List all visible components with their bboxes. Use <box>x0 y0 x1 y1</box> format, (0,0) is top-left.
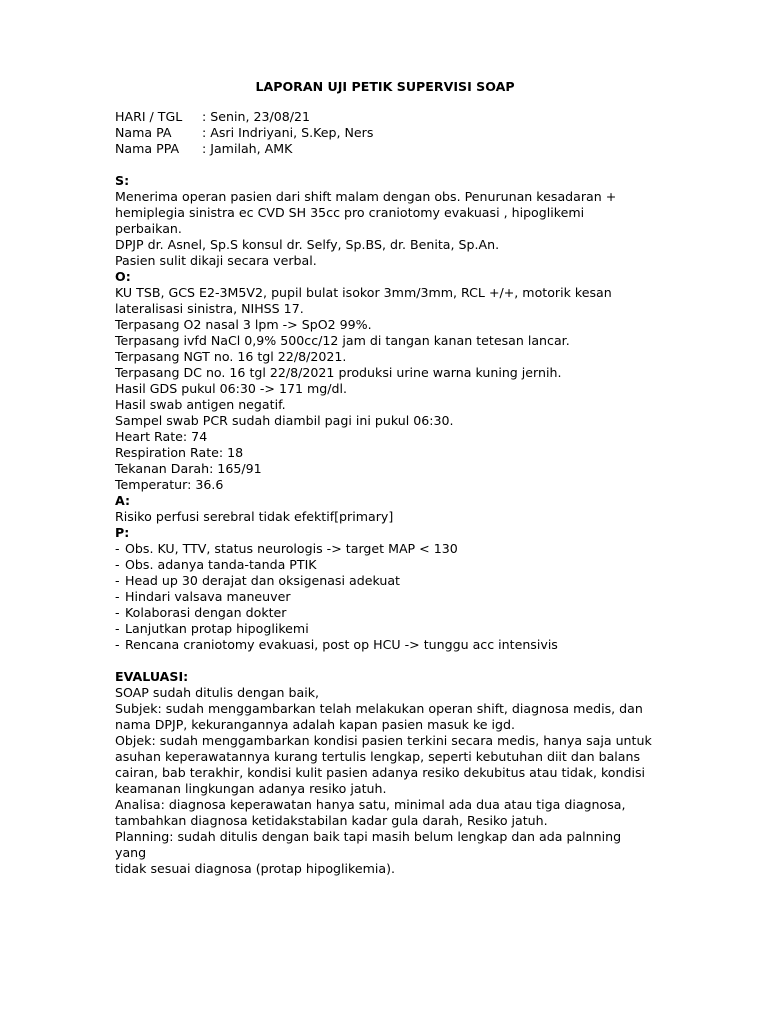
text-line: Tekanan Darah: 165/91 <box>115 461 262 476</box>
plan-item <box>115 605 655 621</box>
text-line: Subjek: sudah menggambarkan telah melakukan operan shift, diagnosa medis, dan <box>115 701 643 716</box>
plan-item <box>115 541 655 557</box>
dash-bullet: - <box>115 573 120 588</box>
meta-label: Nama PPA <box>115 141 180 156</box>
evaluation-section <box>115 669 655 877</box>
section-heading-a: A: <box>115 493 131 508</box>
text-line: keamanan lingkungan adanya resiko jatuh. <box>115 781 387 796</box>
dash-bullet: - <box>115 589 120 604</box>
text-line: KU TSB, GCS E2-3M5V2, pupil bulat isokor 3mm/3mm, RCL +/+, motorik kesan <box>115 285 612 300</box>
plan-item-text: Obs. KU, TTV, status neurologis -> target MAP < 130 <box>125 541 458 556</box>
section-heading-evaluasi: EVALUASI: <box>115 669 189 684</box>
meta-row-ppa <box>115 141 655 157</box>
meta-label: HARI / TGL <box>115 109 183 124</box>
dash-bullet: - <box>115 541 120 556</box>
text-line: DPJP dr. Asnel, Sp.S konsul dr. Selfy, Sp.BS, dr. Benita, Sp.An. <box>115 237 500 252</box>
spacer <box>115 653 655 669</box>
dash-bullet: - <box>115 557 120 572</box>
plan-item-text: Kolaborasi dengan dokter <box>125 605 287 620</box>
meta-block <box>115 109 655 157</box>
text-line: Terpasang NGT no. 16 tgl 22/8/2021. <box>115 349 347 364</box>
section-heading-s: S: <box>115 173 130 188</box>
meta-row-pa <box>115 125 655 141</box>
assessment-section <box>115 493 655 525</box>
section-heading-p: P: <box>115 525 130 540</box>
text-line: hemiplegia sinistra ec CVD SH 35cc pro craniotomy evakuasi , hipoglikemi perbaikan. <box>115 205 589 236</box>
dash-bullet: - <box>115 637 120 652</box>
text-line: lateralisasi sinistra, NIHSS 17. <box>115 301 304 316</box>
text-line: Temperatur: 36.6 <box>115 477 224 492</box>
text-line: Hasil swab antigen negatif. <box>115 397 286 412</box>
meta-label: Nama PA <box>115 125 172 140</box>
text-line: nama DPJP, kekurangannya adalah kapan pasien masuk ke igd. <box>115 717 516 732</box>
text-line: Respiration Rate: 18 <box>115 445 244 460</box>
spacer <box>115 157 655 173</box>
plan-item-text: Hindari valsava maneuver <box>125 589 291 604</box>
objective-section <box>115 269 655 493</box>
text-line: asuhan keperawatannya kurang tertulis lengkap, seperti kebutuhan diit dan balans <box>115 749 641 764</box>
text-line: Objek: sudah menggambarkan kondisi pasien terkini secara medis, hanya saja untuk <box>115 733 652 748</box>
plan-item-text: Head up 30 derajat dan oksigenasi adekuat <box>125 573 400 588</box>
plan-item <box>115 637 655 653</box>
text-line: tidak sesuai diagnosa (protap hipoglikemia). <box>115 861 396 876</box>
plan-item-text: Lanjutkan protap hipoglikemi <box>125 621 309 636</box>
text-line: Hasil GDS pukul 06:30 -> 171 mg/dl. <box>115 381 348 396</box>
text-line: Sampel swab PCR sudah diambil pagi ini pukul 06:30. <box>115 413 454 428</box>
text-line: Analisa: diagnosa keperawatan hanya satu, minimal ada dua atau tiga diagnosa, <box>115 797 626 812</box>
meta-value: : Senin, 23/08/21 <box>202 109 311 124</box>
text-line: Terpasang ivfd NaCl 0,9% 500cc/12 jam di tangan kanan tetesan lancar. <box>115 333 570 348</box>
dash-bullet: - <box>115 605 120 620</box>
dash-bullet: - <box>115 621 120 636</box>
text-line: Terpasang DC no. 16 tgl 22/8/2021 produksi urine warna kuning jernih. <box>115 365 562 380</box>
text-line: cairan, bab terakhir, kondisi kulit pasien adanya resiko dekubitus atau tidak, kondisi <box>115 765 646 780</box>
section-heading-o: O: <box>115 269 131 284</box>
plan-item-text: Obs. adanya tanda-tanda PTIK <box>125 557 317 572</box>
text-line: Pasien sulit dikaji secara verbal. <box>115 253 317 268</box>
text-line: tambahkan diagnosa ketidakstabilan kadar gula darah, Resiko jatuh. <box>115 813 548 828</box>
plan-item <box>115 589 655 605</box>
document-title: LAPORAN UJI PETIK SUPERVISI SOAP <box>255 79 515 94</box>
text-line: Menerima operan pasien dari shift malam dengan obs. Penurunan kesadaran + <box>115 189 617 204</box>
plan-section <box>115 525 655 653</box>
plan-item-text: Rencana craniotomy evakuasi, post op HCU -> tunggu acc intensivis <box>125 637 558 652</box>
meta-row-date <box>115 109 655 125</box>
text-line: SOAP sudah ditulis dengan baik, <box>115 685 320 700</box>
plan-item <box>115 573 655 589</box>
text-line: Risiko perfusi serebral tidak efektif[primary] <box>115 509 394 524</box>
text-line: Heart Rate: 74 <box>115 429 208 444</box>
meta-value: : Asri Indriyani, S.Kep, Ners <box>202 125 374 140</box>
text-line: Planning: sudah ditulis dengan baik tapi masih belum lengkap dan ada palnning yang <box>115 829 626 860</box>
text-line: Terpasang O2 nasal 3 lpm -> SpO2 99%. <box>115 317 372 332</box>
plan-item <box>115 557 655 573</box>
plan-item <box>115 621 655 637</box>
document-content <box>115 79 655 877</box>
subjective-section <box>115 173 655 269</box>
meta-value: : Jamilah, AMK <box>202 141 293 156</box>
